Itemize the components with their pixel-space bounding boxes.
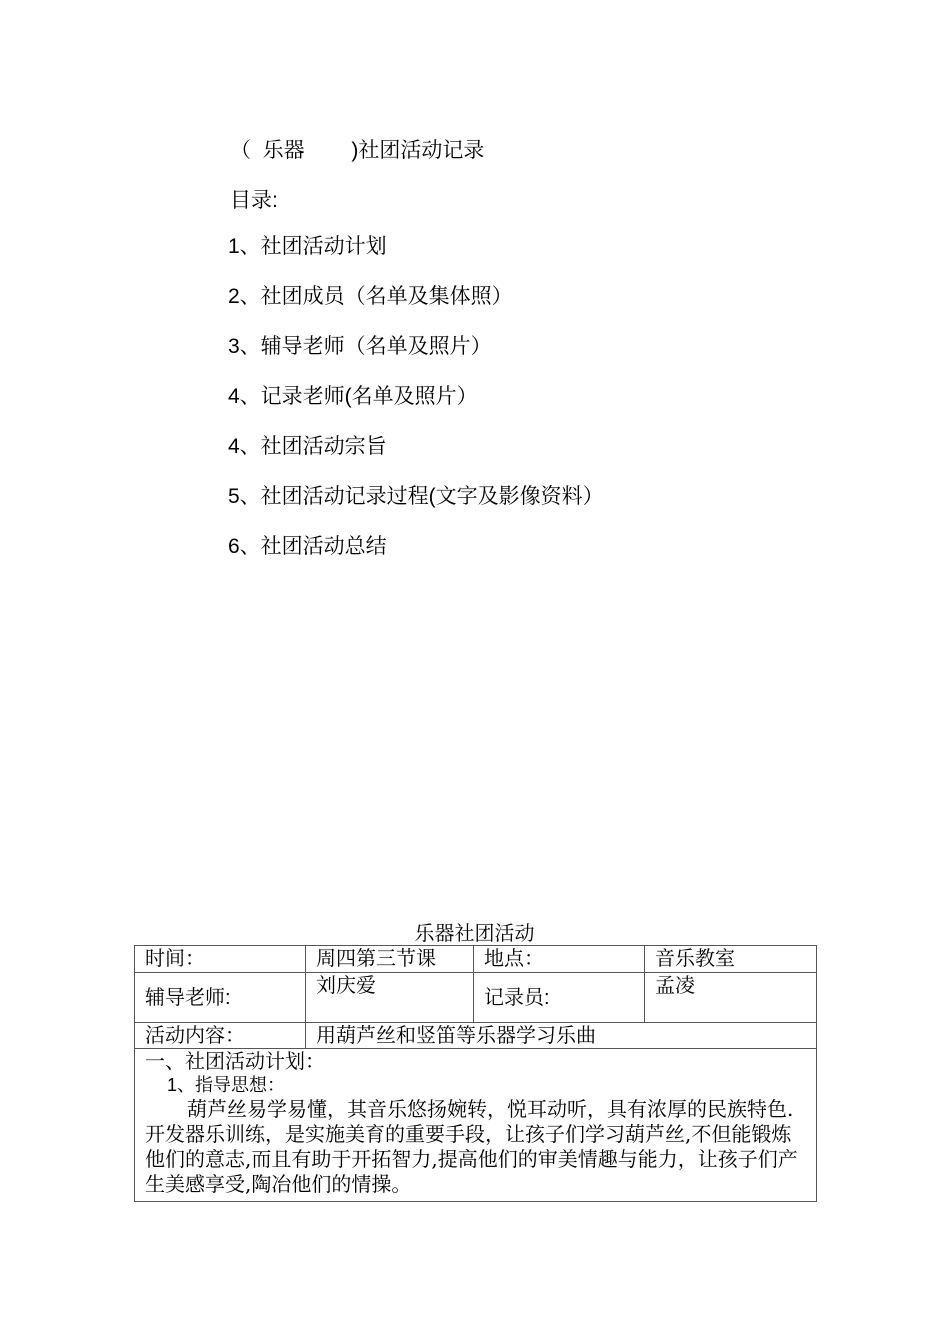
toc-item: 4、记录老师(名单及照片） xyxy=(228,385,478,408)
table-row xyxy=(135,1023,817,1049)
toc-list xyxy=(228,233,604,583)
toc-item: 3、辅导老师（名单及照片） xyxy=(228,335,492,358)
place-value: 音乐教室 xyxy=(645,946,817,973)
recorder-value: 孟凌 xyxy=(645,973,817,1023)
toc-heading: 目录: xyxy=(230,189,278,212)
toc-item: 4、社团活动宗旨 xyxy=(228,435,387,458)
place-label: 地点： xyxy=(474,946,645,973)
page-title: （ 乐器 )社团活动记录 xyxy=(230,139,485,162)
toc-item: 6、社团活动总结 xyxy=(228,535,387,558)
plan-subheading: 1、指导思想： xyxy=(167,1075,286,1095)
advisor-value: 刘庆爱 xyxy=(306,973,474,1023)
plan-heading: 一、社团活动计划： xyxy=(145,1049,325,1073)
plan-cell xyxy=(135,1049,817,1202)
table-row xyxy=(135,946,817,973)
toc-item: 5、社团活动记录过程(文字及影像资料） xyxy=(228,485,604,508)
table-row xyxy=(135,973,817,1023)
plan-paragraph: 葫芦丝易学易懂，其音乐悠扬婉转，悦耳动听，具有浓厚的民族特色.开发器乐训练，是实施美育的重要手段，让孩子们学习葫芦丝,不但能锻炼他们的意志,而且有助于开拓智力,提高他们的审美情趣与能力，让孩子们产生美感享受,陶冶他们的情操。 xyxy=(145,1097,798,1196)
content-value: 用葫芦丝和竖笛等乐器学习乐曲 xyxy=(306,1023,817,1049)
recorder-label: 记录员: xyxy=(474,973,645,1023)
table-row xyxy=(135,1049,817,1202)
toc-item: 1、社团活动计划 xyxy=(228,235,387,258)
content-label: 活动内容： xyxy=(135,1023,306,1049)
activity-table xyxy=(134,945,817,1202)
advisor-label: 辅导老师: xyxy=(135,973,306,1023)
toc-item: 2、社团成员（名单及集体照） xyxy=(228,285,513,308)
table-caption: 乐器社团活动 xyxy=(414,921,535,945)
time-label: 时间： xyxy=(135,946,306,973)
time-value: 周四第三节课 xyxy=(306,946,474,973)
